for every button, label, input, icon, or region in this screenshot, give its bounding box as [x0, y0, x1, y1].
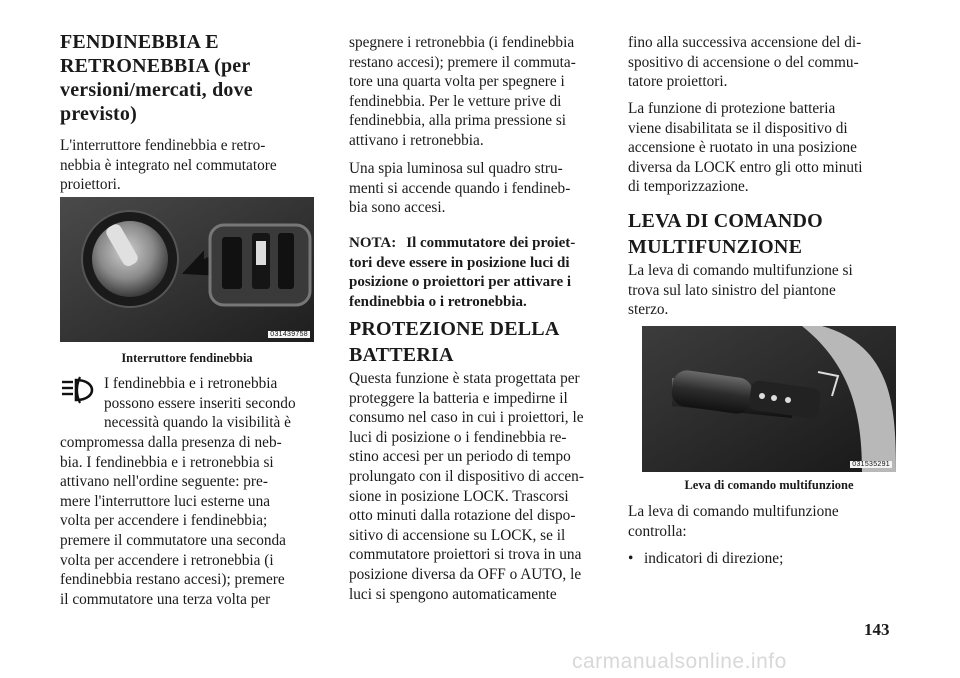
- text-line: bia. I fendinebbia e i retronebbia si: [60, 453, 274, 471]
- text-line: luci di posizione o i fendinebbia re-: [349, 428, 567, 446]
- text-line: spegnere i retronebbia (i fendinebbia: [349, 34, 575, 51]
- text-line: Questa funzione è stata progettata per: [349, 370, 580, 387]
- list-item-text: indicatori di direzione;: [644, 550, 784, 567]
- note-block: [349, 234, 605, 312]
- figure-2-caption: Leva di comando multifunzione: [684, 478, 854, 492]
- text-line: volta per accendere i retronebbia (i: [60, 551, 274, 569]
- text-line: I fendinebbia e i retronebbia: [104, 375, 278, 392]
- text-line: Il commutatore dei proiet-: [406, 235, 576, 251]
- text-line: viene disabilitata se il dispositivo di: [628, 119, 848, 137]
- text-line: posizione diversa da OFF o AUTO, le: [349, 565, 582, 583]
- text-line: La leva di comando multifunzione si: [628, 262, 853, 279]
- indicator-light-paragraph: [349, 159, 605, 218]
- text-line: fino alla successiva accensione del di-: [628, 34, 862, 51]
- text-line: mere l'interruttore luci esterne una: [60, 492, 271, 510]
- front-fog-light-icon: [60, 374, 96, 406]
- fog-lights-heading: [60, 30, 314, 126]
- text-line: spositivo di accensione o del commu-: [628, 53, 859, 71]
- text-line: tore una quarta volta per spegnere i: [349, 73, 565, 91]
- text-line: accensione è ruotato in una posizione: [628, 139, 857, 157]
- text-line: sterzo.: [628, 301, 669, 319]
- text-line: bia sono accesi.: [349, 199, 446, 217]
- heading-line: BATTERIA: [349, 344, 454, 366]
- multifunction-lever-illustration: [642, 326, 896, 472]
- text-line: restano accesi); premere il commuta-: [349, 53, 576, 71]
- lever-controls-paragraph: [628, 502, 896, 541]
- text-line: fendinebbia o i retronebbia.: [349, 293, 527, 310]
- text-line: L'interruttore fendinebbia e retro-: [60, 137, 266, 154]
- multifunction-lever-photo: [642, 326, 896, 472]
- text-line: La funzione di protezione batteria: [628, 100, 836, 117]
- text-line: stino accesi per un periodo di tempo: [349, 448, 571, 466]
- text-line: prolungato con il dispositivo di accen-: [349, 467, 584, 485]
- text-line: il commutatore una terza volta per: [60, 590, 271, 608]
- text-line: Una spia luminosa sul quadro stru-: [349, 160, 563, 177]
- text-line: attivano nell'ordine seguente: pre-: [60, 473, 268, 491]
- heading-line: RETRONEBBIA (per: [60, 55, 251, 77]
- watermark: carmanualsonline.info: [572, 650, 787, 673]
- note-label: NOTA:: [349, 235, 397, 251]
- text-line: consumo nel caso in cui i proiettori, le: [349, 409, 584, 427]
- text-line: controlla:: [628, 522, 687, 540]
- text-line: proteggere la batteria e impedirne il: [349, 389, 568, 407]
- heading-line: PROTEZIONE DELLA: [349, 318, 560, 340]
- fog-continued-paragraph: [349, 33, 605, 151]
- text-line: tatore proiettori.: [628, 73, 728, 91]
- text-line: luci si spengono automaticamente: [349, 585, 557, 603]
- text-line: compromessa dalla presenza di neb-: [60, 434, 282, 451]
- battery-protection-paragraph: [349, 369, 605, 604]
- lever-location-paragraph: [628, 261, 896, 320]
- text-line: possono essere inseriti secondo: [104, 394, 296, 412]
- text-line: sione in posizione LOCK. Trascorsi: [349, 487, 569, 505]
- battery-disable-paragraph: [628, 99, 896, 197]
- fog-operation-paragraph: [60, 433, 314, 609]
- text-line: di temporizzazione.: [628, 178, 749, 196]
- text-line: fendinebbia, alla prima pressione si: [349, 112, 567, 130]
- text-line: necessità quando la visibilità è: [104, 414, 291, 432]
- battery-continued-paragraph: [628, 33, 896, 92]
- fog-intro-paragraph: [60, 136, 314, 195]
- text-line: commutatore proiettori si trova in una: [349, 546, 582, 564]
- page-number: 143: [864, 620, 890, 639]
- heading-line: previsto): [60, 103, 137, 125]
- heading-line: LEVA DI COMANDO: [628, 210, 823, 232]
- text-line: nebbia è integrato nel commutatore: [60, 156, 277, 174]
- text-line: attivano i retronebbia.: [349, 131, 484, 149]
- text-line: volta per accendere i fendinebbia;: [60, 512, 268, 530]
- figure-code: 031535291: [852, 461, 890, 468]
- text-line: fendinebbia restano accesi); premere: [60, 571, 285, 589]
- text-line: fendinebbia. Per le vetture prive di: [349, 92, 562, 110]
- text-line: La leva di comando multifunzione: [628, 503, 839, 520]
- text-line: otto minuti dalla rotazione del dispo-: [349, 507, 576, 525]
- text-line: sitivo di accensione su LOCK, se il: [349, 526, 566, 544]
- list-item: [628, 549, 896, 569]
- text-line: trova sul lato sinistro del piantone: [628, 281, 836, 299]
- text-line: proiettori.: [60, 176, 121, 194]
- text-line: premere il commutatore una seconda: [60, 531, 286, 549]
- multifunction-lever-heading: [628, 208, 896, 260]
- fog-switch-photo: [60, 197, 314, 342]
- text-line: tori deve essere in posizione luci di: [349, 254, 570, 271]
- figure-1-caption: Interruttore fendinebbia: [121, 351, 253, 365]
- heading-line: FENDINEBBIA E: [60, 31, 219, 53]
- text-line: menti si accende quando i fendineb-: [349, 179, 571, 197]
- text-line: posizione o proiettori per attivare i: [349, 274, 572, 291]
- note-first-line: [349, 234, 605, 254]
- heading-line: versioni/mercati, dove: [60, 79, 253, 101]
- fog-switch-illustration: [60, 197, 314, 342]
- battery-protection-heading: [349, 316, 605, 368]
- text-line: diversa da LOCK entro gli otto minuti: [628, 158, 863, 176]
- figure-code: 031439758: [270, 331, 308, 338]
- heading-line: MULTIFUNZIONE: [628, 236, 803, 258]
- fog-icon-paragraph: [104, 374, 314, 433]
- bullet-marker: •: [628, 550, 634, 567]
